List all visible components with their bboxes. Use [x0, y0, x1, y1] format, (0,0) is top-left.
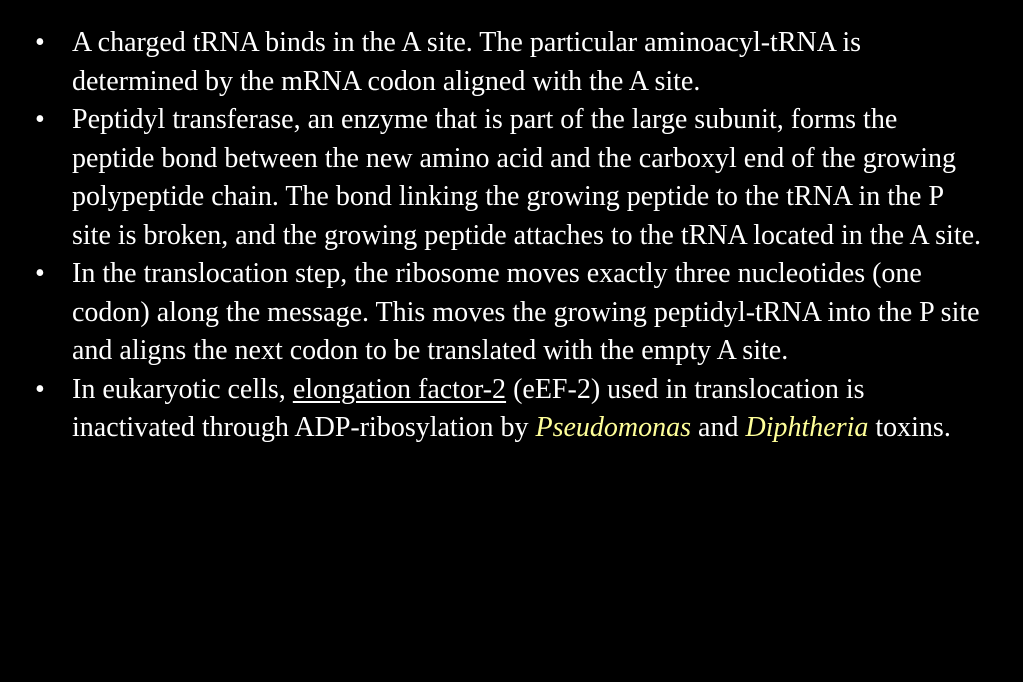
diphtheria-term: Diphtheria: [745, 412, 869, 443]
bullet-dot-icon: •: [35, 373, 45, 405]
bullet-text: A charged tRNA binds in the A site. The particular aminoacyl-tRNA is determined by the mRNA codon aligned with the A site.: [72, 27, 862, 97]
bullet-text-suffix: toxins.: [868, 412, 951, 443]
bullet-text: Peptidyl transferase, an enzyme that is part of the large subunit, forms the peptide bond between the new amino acid and the carboxyl end of the growing polypeptide chain. The bond linking the growing peptide to the tRNA in the P site is broken, and the growing peptide attaches to the tRNA located in the A site.: [72, 104, 982, 251]
bullet-text-prefix: In eukaryotic cells,: [72, 373, 293, 405]
bullet-dot-icon: •: [35, 27, 45, 58]
pseudomonas-term: Pseudomonas: [535, 412, 692, 443]
bullet-item-peptidyl-transferase: [32, 101, 983, 255]
bullet-item-a-site: [32, 24, 983, 101]
bullet-text: In the translocation step, the ribosome moves exactly three nucleotides (one codon) along the message. This moves the growing peptidyl-tRNA into the P site and aligns the next codon to be translated with the empty A site.: [72, 258, 980, 366]
bullet-dot-icon: •: [35, 104, 45, 135]
bullet-dot-icon: •: [35, 258, 45, 289]
elongation-factor-link[interactable]: elongation factor-2: [292, 373, 507, 405]
bullet-list: [32, 24, 983, 448]
bullet-text-and: and: [691, 412, 746, 443]
bullet-text-middle: (eEF-2) used in translocation is inactivated through ADP-ribosylation by: [72, 373, 865, 443]
bullet-item-translocation: [32, 255, 983, 371]
bullet-item-eukaryotic: [32, 371, 983, 448]
